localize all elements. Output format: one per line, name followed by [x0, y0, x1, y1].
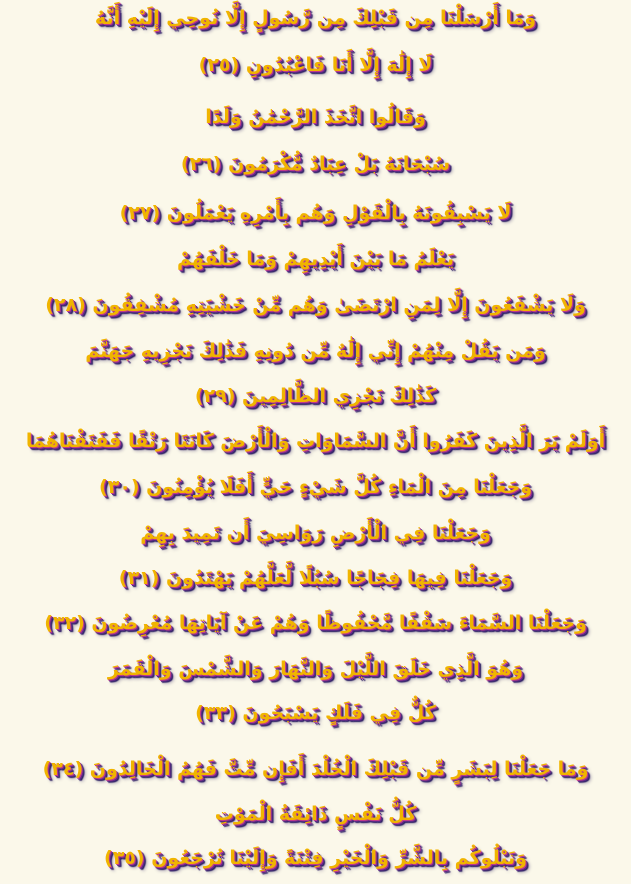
verse-line-14: وَجَعَلْنَا السَّمَاءَ سَقْفًا مَّحْفُوظًا وَهُمْ عَنْ آيَاتِهَا مُعْرِضُونَ (٣٢) [44, 612, 587, 634]
verse-line-12: وَجَعَلْنَا فِي الْأَرْضِ رَوَاسِيَ أَن تَمِيدَ بِهِمْ [140, 522, 491, 544]
verse-line-9: كَذَٰلِكَ نَجْزِي الظَّالِمِينَ (٢٩) [194, 385, 437, 407]
verse-line-1: وَمَا أَرْسَلْنَا مِن قَبْلِكَ مِن رَّسُولٍ إِلَّا نُوحِي إِلَيْهِ أَنَّهُ [94, 7, 537, 29]
verse-line-2: لَا إِلَٰهَ إِلَّا أَنَا فَاعْبُدُونِ (٢٥) [198, 54, 433, 76]
verse-line-7: وَلَا يَشْفَعُونَ إِلَّا لِمَنِ ارْتَضَىٰ وَهُم مِّنْ خَشْيَتِهِ مُشْفِقُونَ (٢٨) [45, 294, 586, 316]
verse-line-15: وَهُوَ الَّذِي خَلَقَ اللَّيْلَ وَالنَّهَارَ وَالشَّمْسَ وَالْقَمَرَ [107, 658, 524, 680]
verse-line-13: وَجَعَلْنَا فِيهَا فِجَاجًا سُبُلًا لَّعَلَّهُمْ يَهْتَدُونَ (٣١) [118, 567, 513, 589]
verse-line-8: وَمَن يَقُلْ مِنْهُمْ إِنِّي إِلَٰهٌ مِّن دُونِهِ فَذَٰلِكَ نَجْزِيهِ جَهَنَّمَ [85, 340, 546, 362]
verse-line-10: أَوَلَمْ يَرَ الَّذِينَ كَفَرُوا أَنَّ السَّمَاوَاتِ وَالْأَرْضَ كَانَتَا رَتْقًا فَفَتَقْنَاهُمَا [25, 430, 606, 452]
verse-line-18: كُلُّ نَفْسٍ ذَائِقَةُ الْمَوْتِ [214, 803, 417, 825]
verse-line-11: وَجَعَلْنَا مِنَ الْمَاءِ كُلَّ شَيْءٍ حَيٍّ أَفَلَا يُؤْمِنُونَ (٣٠) [98, 476, 533, 498]
verse-line-4: سُبْحَانَهُ بَلْ عِبَادٌ مُّكْرَمُونَ (٢٦) [180, 153, 451, 175]
verse-line-5: لَا يَسْبِقُونَهُ بِالْقَوْلِ وَهُم بِأَمْرِهِ يَعْمَلُونَ (٢٧) [119, 202, 512, 224]
verse-line-17: وَمَا جَعَلْنَا لِبَشَرٍ مِّن قَبْلِكَ الْخُلْدَ أَفَإِن مِّتَّ فَهُمُ الْخَالِدُونَ (٣٤) [42, 758, 589, 780]
verse-line-6: يَعْلَمُ مَا بَيْنَ أَيْدِيهِمْ وَمَا خَلْفَهُمْ [177, 248, 454, 270]
verse-line-19: وَنَبْلُوكُم بِالشَّرِّ وَالْخَيْرِ فِتْنَةً وَإِلَيْنَا تُرْجَعُونَ (٣٥) [104, 847, 527, 869]
verse-line-16: كُلٌّ فِي فَلَكٍ يَسْبَحُونَ (٣٣) [195, 702, 436, 724]
verse-line-3: وَقَالُوا اتَّخَذَ الرَّحْمَٰنُ وَلَدًا [205, 106, 426, 128]
